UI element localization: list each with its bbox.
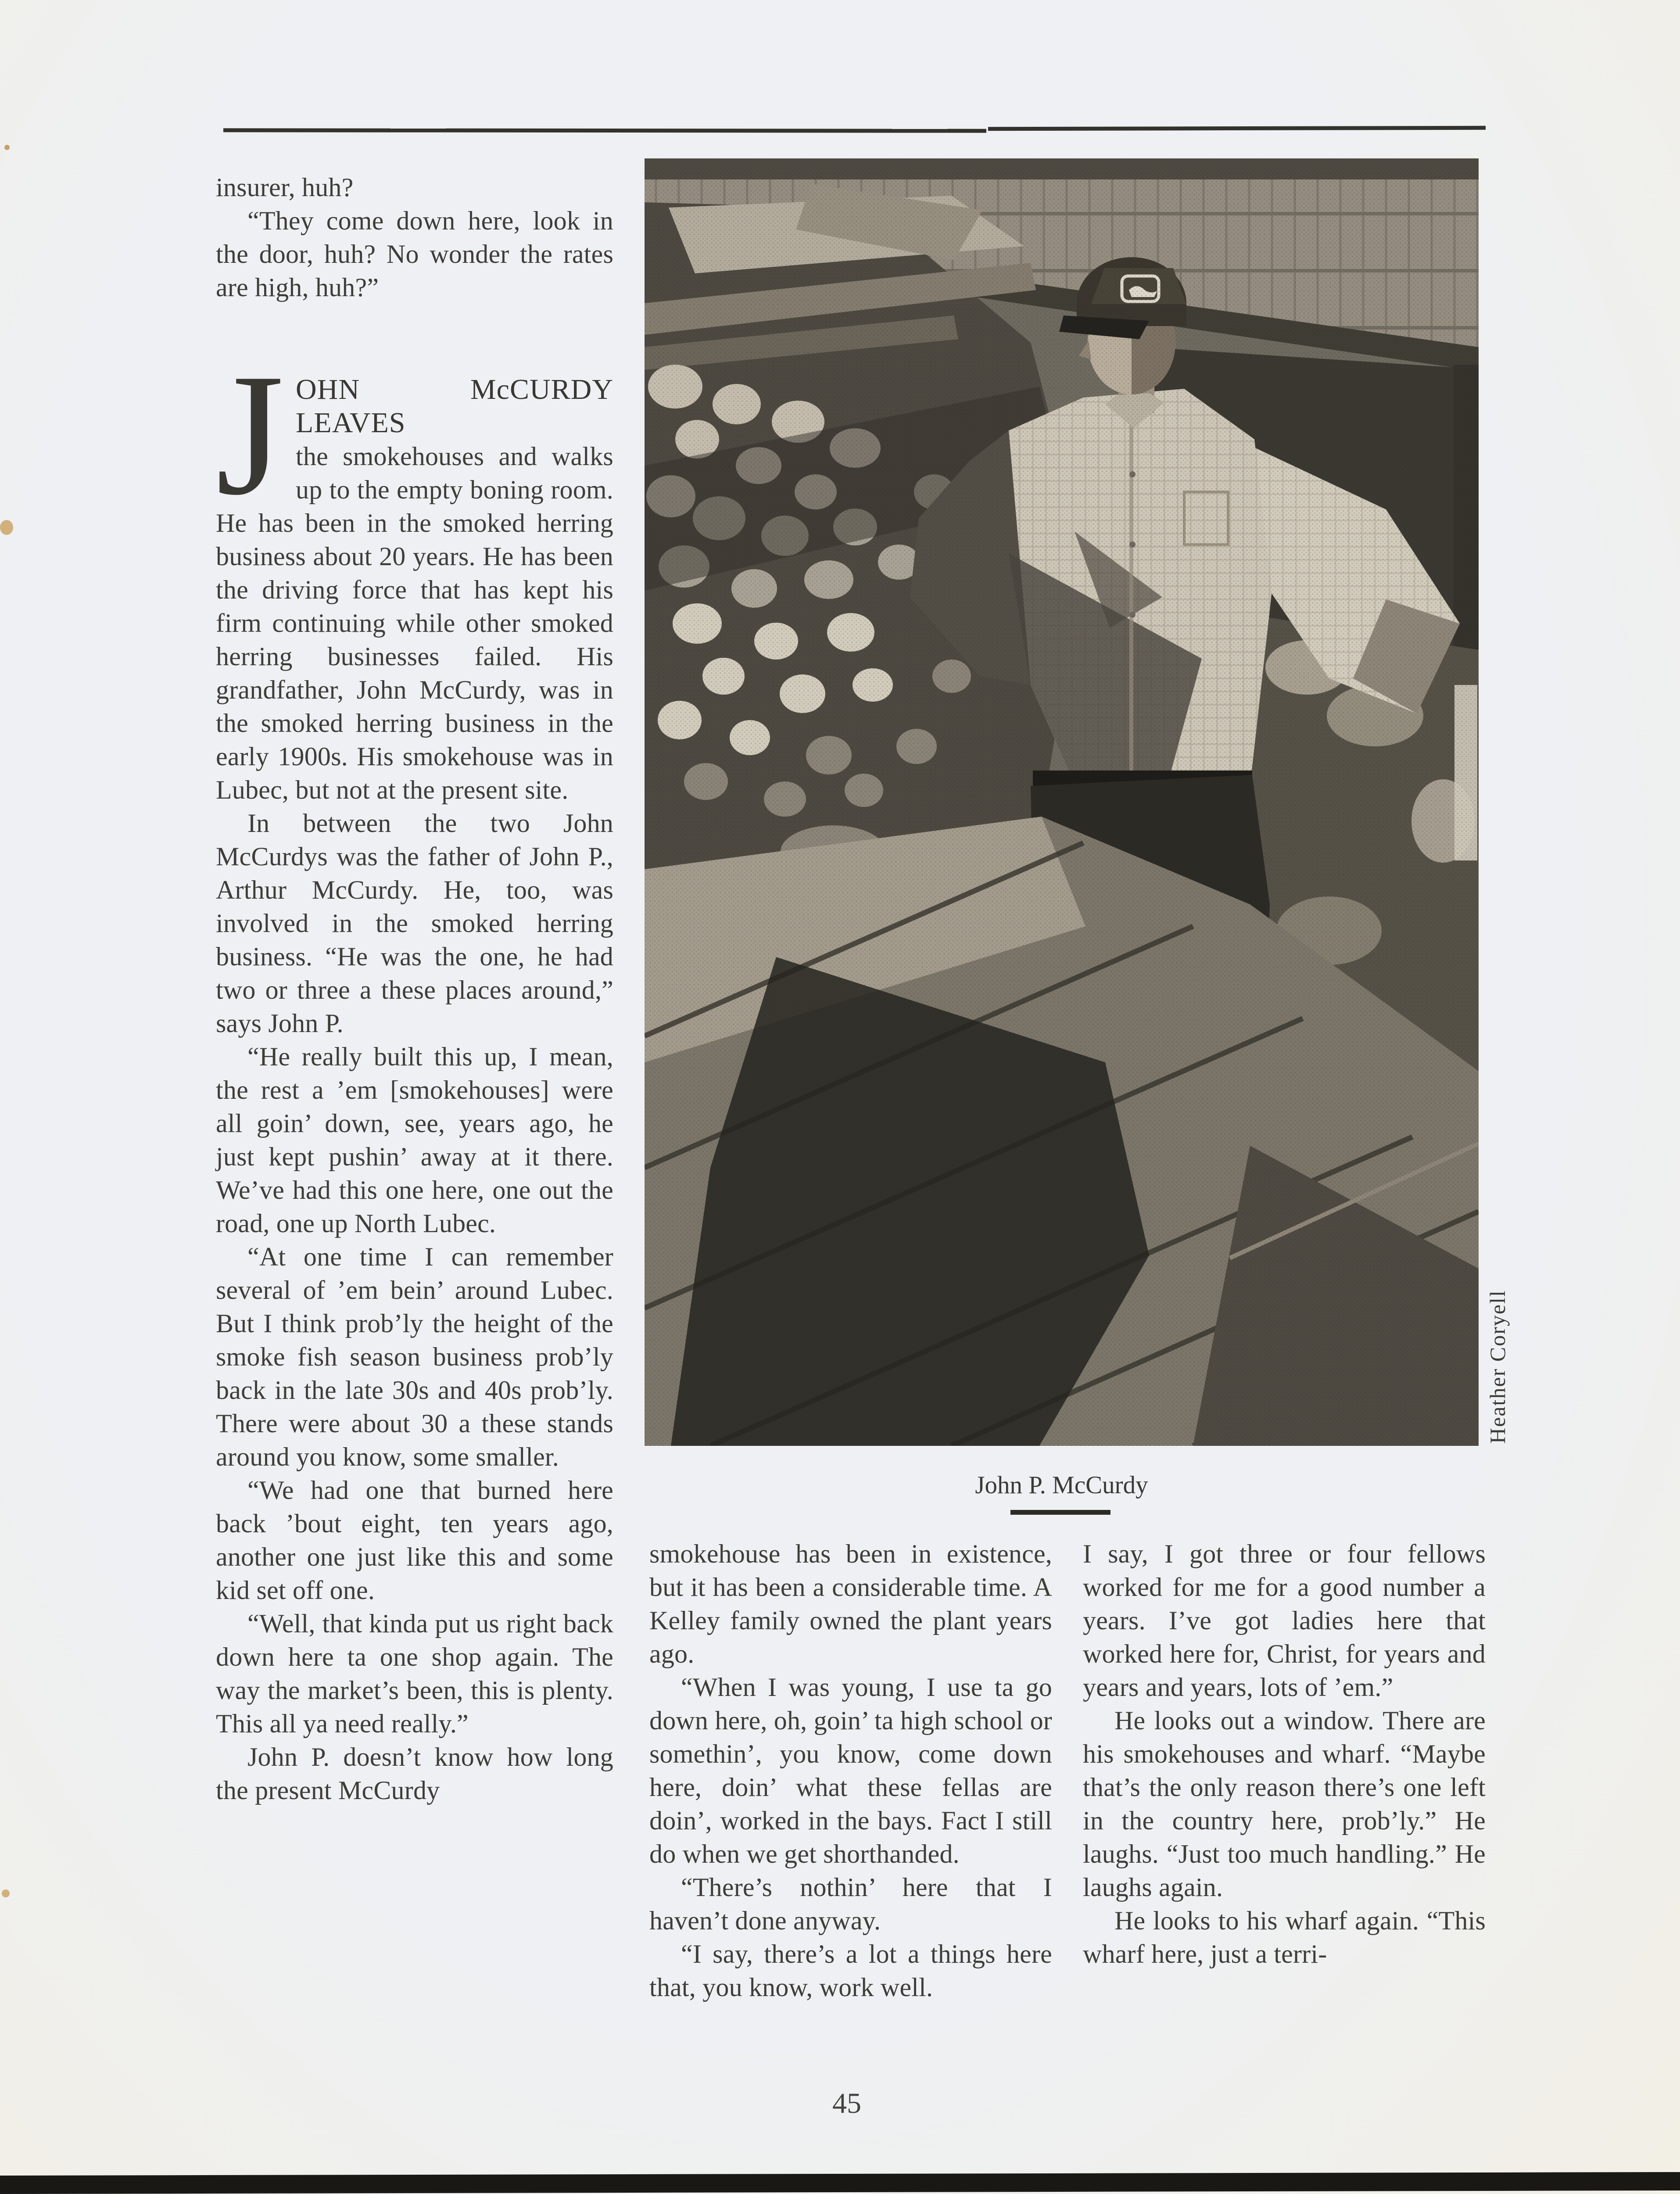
photo-john-mccurdy — [645, 158, 1479, 1446]
lead-in-body: the smokehouses and walks up to the empty boning room. He has been in the smoked herring business about 20 years. He has been the driving force that has kept his firm continuing while other smoked herring businesses failed. His grandfather, John McCurdy, was in the smoked herring business in the early 1900s. His smokehouse was in Lubec, but not at the present site. — [216, 442, 613, 804]
body-paragraph: In between the two John McCurdys was the father of John P., Arthur McCurdy. He, too, was involved in the smoked herring business. “He was the one, he had two or three a these places around,” says John P. — [216, 809, 613, 1038]
scan-speck — [4, 145, 10, 150]
photo-illustration — [645, 158, 1479, 1446]
photo-credit: Heather Coryell — [1485, 1290, 1510, 1444]
page-number: 45 — [832, 2087, 861, 2119]
top-rule-left-segment — [223, 128, 986, 133]
left-column — [216, 171, 613, 1807]
lead-in-caps: OHN McCURDY LEAVES — [296, 373, 613, 439]
photo-caption: John P. McCurdy — [975, 1471, 1148, 1499]
body-paragraph: insurer, huh? — [216, 173, 354, 202]
body-paragraph: “When I was young, I use ta go down here, oh, goin’ ta high school or somethin’, you know, come down here, doin’ what these fellas are doin’, worked in the bays. Fact I still do when we get shorthanded. — [649, 1673, 1052, 1868]
body-paragraph: “There’s nothin’ here that I haven’t done anyway. — [649, 1873, 1052, 1935]
bottom-rule — [0, 2172, 1680, 2194]
drop-cap-letter: J — [216, 338, 284, 531]
body-paragraph: “He really built this up, I mean, the rest a ’em [smokehouses] were all goin’ down, see, years ago, he just kept pushin’ away at it there. We’ve had this one here, one out the road, one up North Lubec. — [216, 1042, 613, 1238]
body-paragraph: I say, I got three or four fellows worked for me for a good number a years. I’ve got ladies here that worked here for, Christ, for years and years and years, lots of ’em.” — [1083, 1539, 1486, 1702]
body-paragraph: “I say, there’s a lot a things here that, you know, work well. — [649, 1939, 1052, 2002]
body-paragraph: He looks out a window. There are his smokehouses and wharf. “Maybe that’s the only reason there’s one left in the country here, prob’ly.” He laughs. “Just too much handling.” He laughs again. — [1083, 1706, 1486, 1902]
body-paragraph: “We had one that burned here back ’bout eight, ten years ago, another one just like this and some kid set off one. — [216, 1476, 613, 1605]
top-rule-right-segment — [988, 126, 1486, 131]
dropcap-paragraph — [216, 338, 613, 807]
right-column — [1083, 1537, 1486, 1971]
caption-rule — [1010, 1510, 1110, 1515]
body-paragraph: “At one time I can remember several of ’em bein’ around Lubec. But I think prob’ly the height of the smoke fish season business prob’ly back in the late 30s and 40s prob’ly. There were about 30 a these stands around you know, some smaller. — [216, 1242, 613, 1471]
body-paragraph: He looks to his wharf again. “This wharf here, just a terri- — [1083, 1906, 1486, 1968]
body-paragraph: “Well, that kinda put us right back down here ta one shop again. The way the market’s been, this is plenty. This all ya need really.” — [216, 1609, 613, 1738]
body-paragraph: “They come down here, look in the door, huh? No wonder the rates are high, huh?” — [216, 206, 613, 302]
body-paragraph: John P. doesn’t know how long the present McCurdy — [216, 1742, 613, 1805]
middle-column — [649, 1537, 1052, 2004]
body-paragraph: smokehouse has been in existence, but it has been a considerable time. A Kelley family owned the plant years ago. — [649, 1539, 1052, 1668]
scan-speck — [2, 1889, 10, 1897]
scan-speck — [0, 520, 13, 535]
halftone-texture — [645, 158, 1479, 1446]
